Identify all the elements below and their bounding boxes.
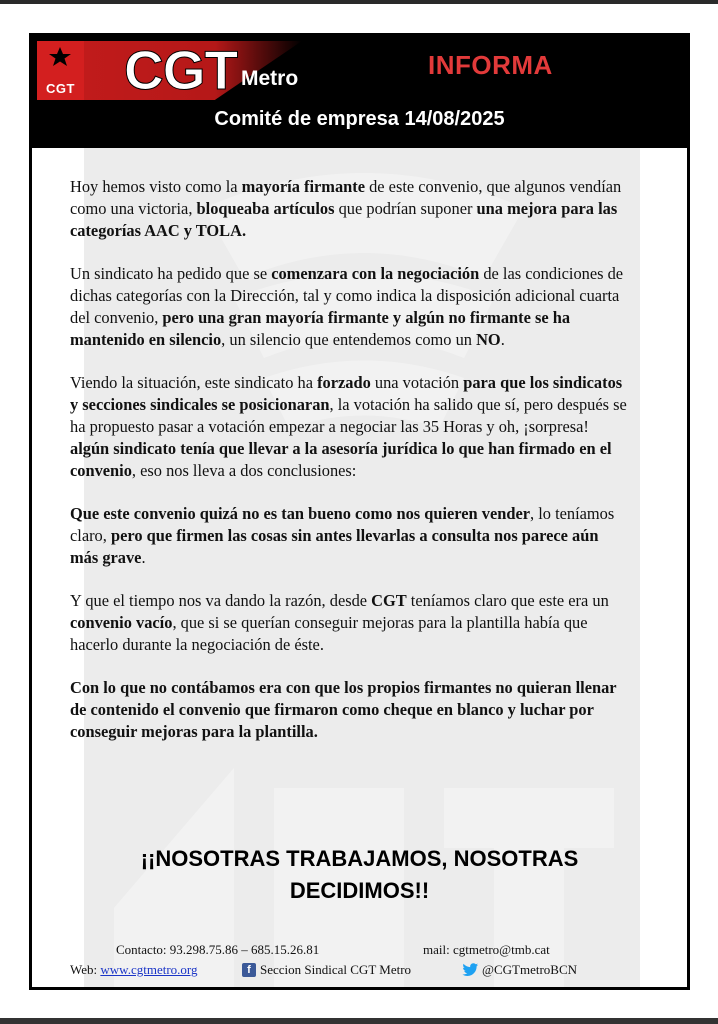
paragraph-3-segment: , eso nos lleva a dos conclusiones:	[131, 461, 357, 480]
paragraph-5-segment: Y que el tiempo nos va dando la razón, desde	[70, 591, 372, 610]
contact-mail: mail: cgtmetro@tmb.cat	[423, 942, 550, 957]
facebook-info	[242, 962, 411, 978]
page-title: Comité de empresa 14/08/2025	[214, 108, 505, 130]
paragraph-6-segment: Con lo que no contábamos era con que los propios firmantes no quieran llenar de contenido el convenio que firmaron como cheque en blanco y luchar por conseguir mejoras para la plantilla.	[70, 678, 617, 741]
flag-text: CGT	[46, 81, 75, 96]
paragraph-1	[70, 176, 630, 242]
paragraph-1-segment: una mejora para las categorías AAC y TOLA.	[70, 199, 618, 240]
paragraph-4-segment: , lo teníamos claro,	[70, 504, 615, 545]
twitter-info	[462, 962, 577, 978]
paragraph-5	[70, 590, 630, 656]
facebook-icon: f	[242, 963, 256, 977]
header	[32, 36, 687, 148]
paragraph-3-segment: una votación	[370, 373, 464, 392]
paragraph-2-segment: comenzara con la negociación	[271, 264, 480, 283]
body-text	[70, 176, 630, 764]
paragraph-2	[70, 263, 630, 351]
paragraph-3-segment: para que los sindicatos y secciones sindicales se posicionaran	[70, 373, 623, 414]
bottom-bar	[0, 1018, 718, 1024]
paragraph-6	[70, 677, 630, 743]
web-label: Web:	[70, 962, 101, 977]
paragraph-1-segment: que podrían suponer	[334, 199, 477, 218]
paragraph-5-segment: , que si se querían conseguir mejoras para la plantilla había que hacerlo durante la negociación de éste.	[70, 613, 588, 654]
paragraph-4-segment: .	[141, 548, 146, 567]
logo-cgt: CGT	[124, 39, 238, 101]
slogan-line-1: ¡¡NOSOTRAS TRABAJAMOS, NOSOTRAS	[140, 846, 579, 871]
slogan	[32, 843, 687, 907]
paragraph-4-segment: Que este convenio quizá no es tan bueno como nos quieren vender	[70, 504, 531, 523]
paragraph-2-segment: pero una gran mayoría firmante y algún no firmante se ha mantenido en silencio	[70, 308, 571, 349]
paragraph-3	[70, 372, 630, 482]
paragraph-1-segment: mayoría firmante	[241, 177, 365, 196]
top-bar	[0, 0, 718, 4]
paragraph-1-segment: bloqueaba artículos	[196, 199, 335, 218]
logo-metro: Metro	[241, 67, 299, 90]
paragraph-5-segment: convenio vacío	[70, 613, 173, 632]
twitter-icon	[462, 963, 479, 977]
star-icon	[47, 47, 73, 67]
paragraph-4-segment: pero que firmen las cosas sin antes llevarlas a consulta nos parece aún más grave	[70, 526, 599, 567]
web-link[interactable]: www.cgtmetro.org	[100, 962, 198, 977]
paragraph-2-segment: NO	[476, 330, 501, 349]
paragraph-3-segment: forzado	[317, 373, 371, 392]
flyer	[29, 33, 690, 990]
paragraph-3-segment: Viendo la situación, este sindicato ha	[70, 373, 318, 392]
paragraph-2-segment: de las condiciones de dichas categorías con la Dirección, tal y como indica la disposición adicional cuarta del convenio,	[70, 264, 624, 327]
facebook-page: Seccion Sindical CGT Metro	[260, 962, 412, 977]
paragraph-2-segment: , un silencio que entendemos como un	[221, 330, 477, 349]
paragraph-1-segment: Hoy hemos visto como la	[70, 177, 242, 196]
slogan-line-2: DECIDIMOS!!	[289, 878, 430, 903]
paragraph-1-segment: de este convenio, que algunos vendían como una victoria,	[70, 177, 622, 218]
web-info	[70, 962, 198, 978]
paragraph-2-segment: Un sindicato ha pedido que se	[70, 264, 272, 283]
paragraph-4	[70, 503, 630, 569]
paragraph-3-segment: algún sindicato tenía que llevar a la asesoría jurídica lo que han firmado en el convenio	[70, 439, 612, 480]
paragraph-5-segment: CGT	[371, 591, 407, 610]
paragraph-5-segment: teníamos claro que este era un	[406, 591, 609, 610]
paragraph-3-segment: , la votación ha salido que sí, pero después se ha propuesto pasar a votación empezar a negociar las 35 Horas y oh, ¡sorpresa!	[70, 395, 627, 436]
cgt-flag-logo	[37, 41, 84, 100]
twitter-handle: @CGTmetroBCN	[482, 962, 578, 977]
paragraph-2-segment: .	[500, 330, 505, 349]
informa-label: INFORMA	[428, 50, 553, 80]
contact-phones: Contacto: 93.298.75.86 – 685.15.26.81	[116, 942, 320, 957]
